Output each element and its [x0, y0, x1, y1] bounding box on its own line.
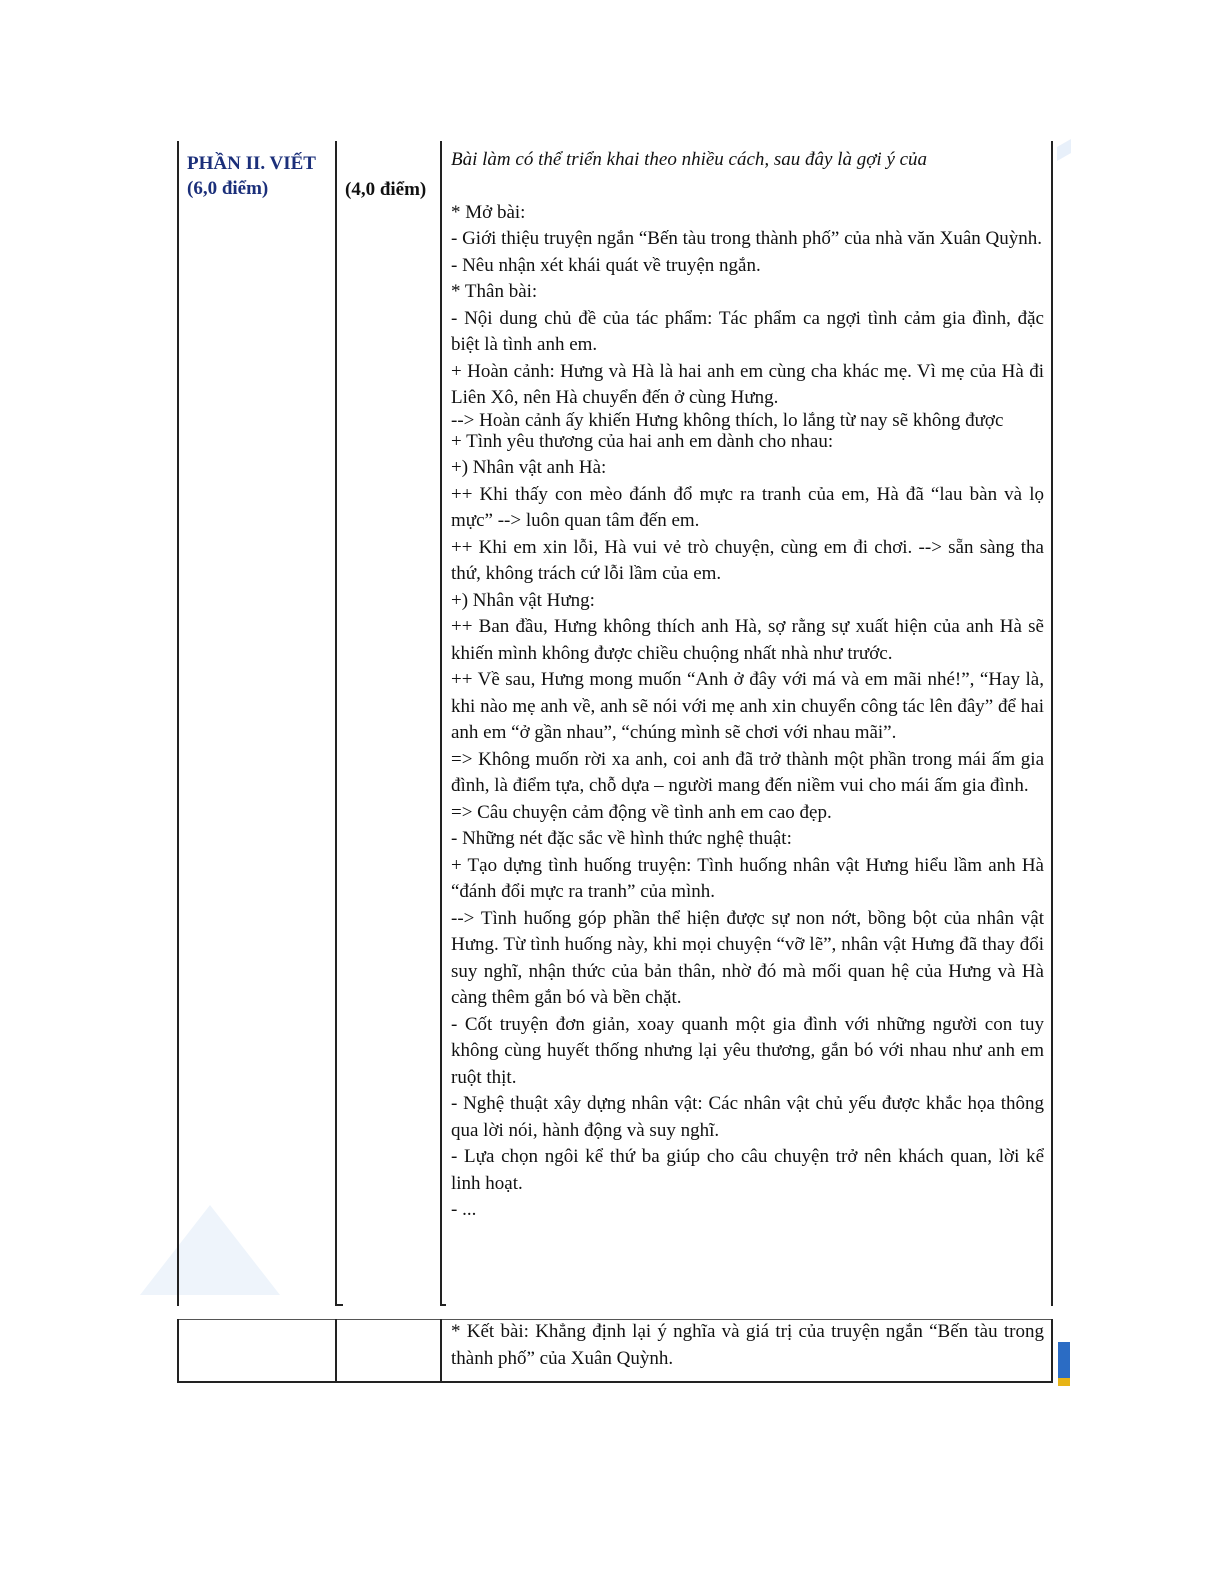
text-line: - Nội dung chủ đề của tác phẩm: Tác phẩm ca ngợi tình cảm gia đình, đặc biệt là tình anh em. [451, 307, 1044, 355]
text-line: +) Nhân vật anh Hà: [451, 457, 607, 478]
table-row-conclusion [177, 1319, 1053, 1383]
text-line: - Cốt truyện đơn giản, xoay quanh một gia đình với những người con tuy không cùng huyết thống nhưng lại yêu thương, gắn bó với nhau như anh em ruột thịt. [451, 1013, 1044, 1088]
table-border-bottom [177, 1381, 1053, 1383]
table-border-col1 [335, 141, 337, 1306]
text-line: +) Nhân vật Hưng: [451, 589, 595, 611]
table-tick [440, 1304, 446, 1306]
section-title [187, 151, 337, 201]
conclusion-line: * Kết bài: Khẳng định lại ý nghĩa và giá trị của truyện ngắn “Bến tàu trong thành phố” của Xuân Quỳnh. [451, 1321, 1044, 1369]
text-line: --> Tình huống góp phần thể hiện được sự non nớt, bồng bột của nhân vật Hưng. Từ tình huống này, khi mọi chuyện “vỡ lẽ”, nhân vật Hưng đã thay đổi suy nghĩ, nhận thức của bản thân, nhờ đó mà mối quan hệ của Hưng và Hà càng thêm gắn bó và bền chặt. [451, 907, 1044, 1008]
text-line: * Mở bài: [451, 201, 526, 223]
conclusion-content [451, 1319, 1044, 1372]
text-line: + Tình yêu thương của hai anh em dành cho nhau: [451, 430, 834, 452]
text-line: => Câu chuyện cảm động về tình anh em cao đẹp. [451, 801, 832, 823]
table-border-col1 [335, 1319, 337, 1383]
text-line: - Lựa chọn ngôi kể thứ ba giúp cho câu chuyện trở nên khách quan, lời kể linh hoạt. [451, 1146, 1044, 1194]
text-line: ++ Về sau, Hưng mong muốn “Anh ở đây với má và em mãi nhé!”, “Hay là, khi nào mẹ anh về, anh sẽ nói với mẹ anh xin chuyển công tác lên đây” để hai anh em “ở gần nhau”, “chúng mình sẽ chơi với nhau mãi”. [451, 669, 1044, 743]
table-border-left [177, 141, 179, 1306]
table-tick [335, 1304, 343, 1306]
table-border-right [1051, 1319, 1053, 1383]
section-title-line1: PHẦN II. VIẾT [187, 153, 316, 174]
intro-line: Bài làm có thể triển khai theo nhiều cách, sau đây là gợi ý của [451, 149, 928, 170]
text-line: + Hoàn cảnh: Hưng và Hà là hai anh em cùng cha khác mẹ. Vì mẹ của Hà đi Liên Xô, nên Hà chuyển đến ở cùng Hưng. [451, 360, 1044, 408]
edge-tab [1058, 1342, 1070, 1386]
table-border-left [177, 1319, 179, 1383]
table-row-main [177, 141, 1053, 1306]
points-label: (4,0 điểm) [345, 179, 427, 200]
table-border-right [1051, 141, 1053, 1306]
watermark-corner [1057, 139, 1071, 161]
text-line: - Nghệ thuật xây dựng nhân vật: Các nhân vật chủ yếu được khắc họa thông qua lời nói, hành động và suy nghĩ. [451, 1093, 1044, 1141]
table-border-col2 [440, 1319, 442, 1383]
text-line: - Nêu nhận xét khái quát về truyện ngắn. [451, 254, 761, 276]
text-line: - Những nét đặc sắc về hình thức nghệ thuật: [451, 828, 792, 849]
text-line: => Không muốn rời xa anh, coi anh đã trở thành một phần trong mái ấm gia đình, là điểm tựa, chỗ dựa – người mang đến niềm vui cho mái ấm gia đình. [451, 748, 1044, 796]
text-line: ++ Ban đầu, Hưng không thích anh Hà, sợ rằng sự xuất hiện của anh Hà sẽ khiến mình không được chiều chuộng nhất nhà như trước. [451, 616, 1044, 664]
text-line: ++ Khi thấy con mèo đánh đổ mực ra tranh của em, Hà đã “lau bàn và lọ mực” --> luôn quan tâm đến em. [451, 483, 1044, 531]
text-line: ++ Khi em xin lỗi, Hà vui vẻ trò chuyện, cùng em đi chơi. --> sẵn sàng tha thứ, không trách cứ lỗi lầm của em. [451, 536, 1044, 584]
text-line: - ... [451, 1199, 477, 1220]
table-border-col2 [440, 141, 442, 1306]
text-line: + Tạo dựng tình huống truyện: Tình huống nhân vật Hưng hiểu lầm anh Hà “đánh đổi mực ra tranh” của mình. [451, 854, 1044, 902]
text-line: - Giới thiệu truyện ngắn “Bến tàu trong thành phố” của nhà văn Xuân Quỳnh. [451, 228, 1042, 249]
answer-content [451, 147, 1044, 1224]
text-line-overlap: --> Hoàn cảnh ấy khiến Hưng không thích, lo lắng từ nay sẽ không được [451, 409, 1004, 431]
section-title-line2: (6,0 điểm) [187, 178, 269, 199]
text-line: * Thân bài: [451, 281, 538, 302]
